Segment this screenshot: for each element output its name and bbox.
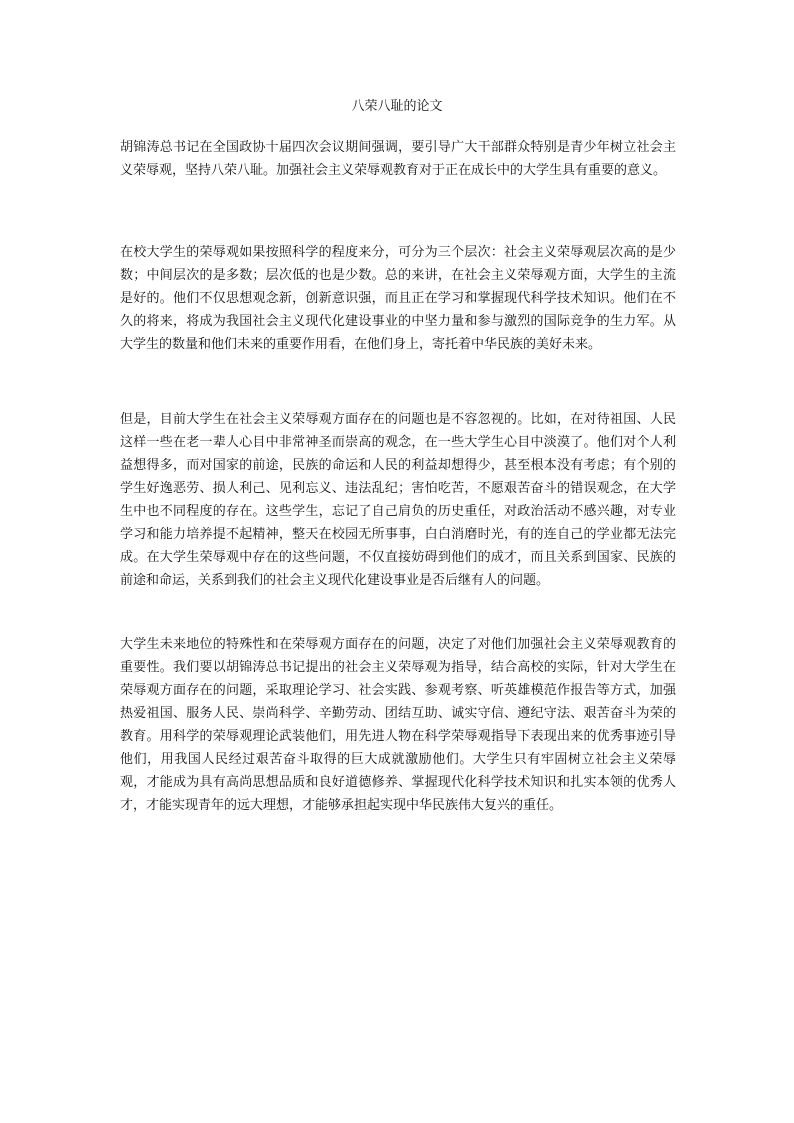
paragraph-2: 在校大学生的荣辱观如果按照科学的程度来分，可分为三个层次：社会主义荣辱观层次高的是少数；中间层次的是多数；层次低的也是少数。总的来讲，在社会主义荣辱观方面，大学生的主流是好的。他们不仅思想观念新，创新意识强，而且正在学习和掌握现代科学技术知识。他们在不久的将来，将成为我国社会主义现代化建设事业的中坚力量和参与激烈的国际竞争的生力军。从大学生的数量和他们未来的重要作用看，在他们身上，寄托着中华民族的美好未来。 (120, 245, 676, 352)
paragraph-1: 胡锦涛总书记在全国政协十届四次会议期间强调，要引导广大干部群众特别是青少年树立社会主义荣辱观，坚持八荣八耻。加强社会主义荣辱观教育对于正在成长中的大学生具有重要的意义。 (120, 140, 676, 178)
paragraph-4: 大学生未来地位的特殊性和在荣辱观方面存在的问题，决定了对他们加强社会主义荣辱观教育的重要性。我们要以胡锦涛总书记提出的社会主义荣辱观为指导，结合高校的实际，针对大学生在荣辱观方面存在的问题，采取理论学习、社会实践、参观考察、听英雄模范作报告等方式，加强热爱祖国、服务人民、崇尚科学、辛勤劳动、团结互助、诚实守信、遵纪守法、艰苦奋斗为荣的教育。用科学的荣辱观理论武装他们，用先进人物在科学荣辱观指导下表现出来的优秀事迹引导他们，用我国人民经过艰苦奋斗取得的巨大成就激励他们。大学生只有牢固树立社会主义荣辱观，才能成为具有高尚思想品质和良好道德修养、掌握现代化科学技术知识和扎实本领的优秀人才，才能实现青年的远大理想，才能够承担起实现中华民族伟大复兴的重任。 (120, 637, 676, 813)
document-title: 八荣八耻的论文 (351, 99, 443, 114)
paragraph-3: 但是，目前大学生在社会主义荣辱观方面存在的问题也是不容忽视的。比如，在对待祖国、人民这样一些在老一辈人心目中非常神圣而崇高的观念，在一些大学生心目中淡漠了。他们对个人利益想得多，而对国家的前途，民族的命运和人民的利益却想得少，甚至根本没有考虑；有个别的学生好逸恶劳、损人利己、见利忘义、违法乱纪；害怕吃苦，不愿艰苦奋斗的错误观念，在大学生中也不同程度的存在。这些学生，忘记了自己肩负的历史重任，对政治活动不感兴趣，对专业学习和能力培养提不起精神，整天在校园无所事事，白白消磨时光，有的连自己的学业都无法完成。在大学生荣辱观中存在的这些问题，不仅直接妨碍到他们的成才，而且关系到国家、民族的前途和命运，关系到我们的社会主义现代化建设事业是否后继有人的问题。 (120, 412, 676, 588)
